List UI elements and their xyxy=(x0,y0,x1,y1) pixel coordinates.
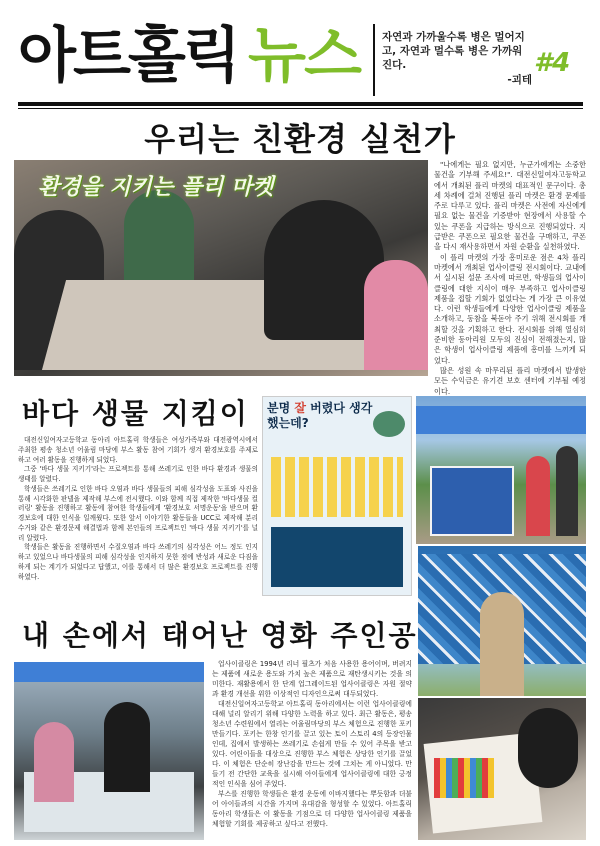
article-paragraph: 부스를 진행한 학생들은 환경 운동에 이바지했다는 뿌듯함과 더불어 아이들과의 시간을 가지며 유대감을 형성할 수 있었다. 아트홀릭 동아리 학생들은 이 활동을 기점으로 더 다양한 업사이클링 제품을 체험할 기회를 제공하고 싶다고 전했다. xyxy=(212,789,412,828)
sea-article xyxy=(18,436,258,582)
turtle-illustration xyxy=(373,411,405,437)
poster-title-c: 버렸다 생각했는데? xyxy=(267,401,373,430)
masthead-title: 아트홀릭 xyxy=(18,21,238,91)
article-paragraph: 학생들은 쓰레기로 인한 바다 오염과 바다 생물들의 피해 심각성을 도표와 사진을 통해 시각화한 판넬을 제작해 부스에 전시했다. 이와 함께 직접 제작한 '바다생물 컬러링' 활동을 진행하고 활동에 참여한 학생들에게 '환경보호 서명운동'을 받으며 환경보호에 대한 인식을 일깨웠다. 또한 앞서 이야기한 활동들을 UCC로 제작해 분리수거와 같은 환경문제 해결법과 함께 본인들의 프로젝트인 '바다 생물 지키기'를 널리 알렸다. xyxy=(18,484,258,542)
article-paragraph: 학생들은 활동을 진행하면서 수질오염과 바다 쓰레기의 심각성은 어느 정도 인지하고 있었으나 바다생물의 피해 심각성을 인지하지 못한 점에 반성과 새로운 다짐을 하게 되는 계기가 되었다고 답했고, 이를 통해서 더 많은 환경보호 프로젝트를 진행하였다. xyxy=(18,543,258,581)
poster-title xyxy=(267,401,375,431)
article-paragraph: 많은 성원 속 마무리된 플리 마켓에서 발생한 모든 수익금은 유기견 보호 센터에 기부될 예정이다. xyxy=(434,365,586,396)
sea-section-heading: 바다 생물 지킴이 xyxy=(22,397,249,430)
quote-text: 자연과 가까울수록 병은 멀어지고, 자연과 멀수록 병은 가까워진다. xyxy=(382,31,525,72)
bottle-illustration xyxy=(271,457,403,517)
movie-article xyxy=(212,660,412,830)
article-paragraph: 이 플리 마켓의 가장 흥미로운 점은 4차 플리 마켓에서 개최된 업사이클링 전시회이다. 교내에서 실시된 설문 조사에 따르면, 학생들의 업사이클링에 대한 지식이 매우 부족하고 업사이클링 제품을 접할 기회가 없었다는 게 가장 큰 이유였다. 이런 학생들에게 다양한 업사이클링 제품을 소개하고, 동참을 북돋아 주기 위해 전시회를 개최할 것을 기획하고 한다. 전시회를 위해 열심히 준비한 동아리원 모두의 진심이 전해졌는지, 많은 학생이 업사이클링 제품에 흥미를 느끼게 되었다. xyxy=(434,252,586,365)
article-paragraph: 대전신일여자고등학교 아트홀릭 동아리에서는 이런 업사이클링에 대해 널리 알리기 위해 다양한 노력을 하고 있다. 최근 활동은, 평송 청소년 수련원에서 열리는 어울림마당의 부스 체험으로 진행한 포키 만들기다. 포키는 한창 인기를 끌고 있는 토이 스토리 4의 등장인물인데, 집에서 발생하는 쓰레기로 손쉽게 만들 수 있어 주목을 받고 있다. 어린이들을 대상으로 진행한 부스 체험은 상당한 인기를 끌었다. 이 체험은 단순히 장난감을 만드는 것에 그치는 게 아니었다. 만들기 전 간단한 교육을 실시해 아이들에게 업사이클링에 대한 긍정적인 인식을 심어 주었다. xyxy=(212,699,412,788)
craft-photo xyxy=(418,698,586,840)
flea-market-article xyxy=(434,160,586,397)
quote-author: -괴테 xyxy=(507,73,532,86)
masthead-divider xyxy=(373,24,375,96)
poster-title-b: 잘 xyxy=(294,401,306,415)
workshop-photo xyxy=(14,662,204,840)
masthead-quote xyxy=(382,30,532,87)
article-paragraph: 업사이클링은 1994년 리너 필츠가 처음 사용한 용어이며, 버려지는 제품에 새로운 용도와 가치 높은 제품으로 재탄생시키는 것을 의미한다. 재활용에서 한 단계 업그레이드된 업사이클링은 자원 절약과 환경 개선을 위한 이상적인 디자인으로써 대두되었다. xyxy=(212,660,412,698)
masthead-title-accent: 뉴스 xyxy=(248,21,360,91)
masthead-rule xyxy=(18,102,583,106)
issue-number: #4 xyxy=(534,48,571,78)
sea-creatures-illustration xyxy=(271,527,403,587)
masthead-rule-thin xyxy=(18,108,583,109)
article-paragraph: "나에게는 필요 없지만, 누군가에게는 소중한 물건을 기부해 주세요!". 대전신일여자고등학교에서 개최된 플리 마켓의 대표적인 문구이다. 총 세 차례에 걸쳐 진행된 플리 마켓은 환경 문제를 주로 다루고 있다. 플리 마켓은 사전에 자신에게 필요 없는 물건을 기증받아 현장에서 사용할 수 있는 쿠폰을 지급하는 방식으로 진행되었다. 지급받은 쿠폰으로 필요한 물건을 구매하고, 쿠폰을 다시 재사용하면서 자원 순환을 실천하였다. xyxy=(434,160,586,252)
booth-photo xyxy=(416,396,586,544)
sea-poster-photo xyxy=(262,396,412,596)
kid-artwork-photo xyxy=(418,546,586,696)
article-paragraph: 대전신일여자고등학교 동아리 아트홀릭 학생들은 여성가족부와 대전광역시에서 주최한 평송 청소년 어울림 마당에 부스 활동 참여 기회가 생겨 환경보호를 주제로 하고 여러 활동을 진행하게 되었다. xyxy=(18,436,258,464)
movie-section-heading: 내 손에서 태어난 영화 주인공 xyxy=(22,619,418,652)
article-paragraph: 그중 '바다 생물 지키기'라는 프로젝트를 통해 쓰레기로 인한 바다 환경과 생물의 생태를 알렸다. xyxy=(18,465,258,483)
poster-title-a: 분명 xyxy=(267,401,291,415)
flea-market-photo-title: 환경을 지키는 플리 마켓 xyxy=(38,175,274,200)
page-headline: 우리는 친환경 실천가 xyxy=(144,120,456,158)
